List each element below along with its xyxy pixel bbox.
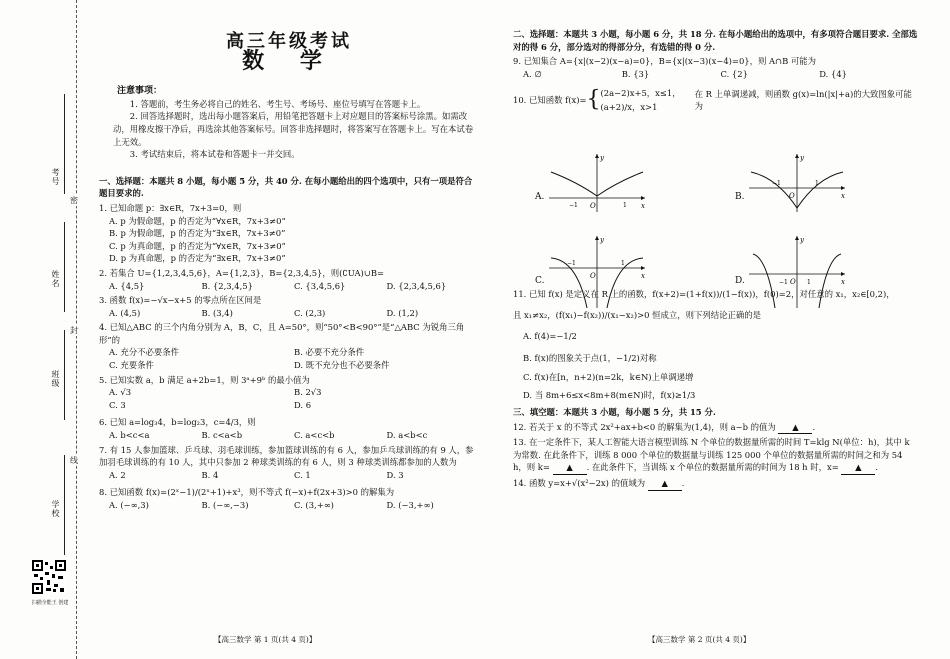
q14-end: . <box>681 477 685 488</box>
q13-stem2: . 在此条件下，当训练 x 个单位的数据量所需的时间为 18 h 时，x= <box>586 462 839 473</box>
label-exam-number: 考号 <box>51 168 60 186</box>
svg-text:−1: −1 <box>779 279 788 286</box>
svg-text:1: 1 <box>623 202 627 209</box>
seal-char-xian: 线 <box>70 456 78 465</box>
q13-answer-blank-k[interactable]: ▲ <box>553 461 587 475</box>
svg-text:1: 1 <box>807 279 811 286</box>
graph-label-a: A. <box>535 192 545 202</box>
q14-answer-blank[interactable]: ▲ <box>648 477 682 491</box>
q10-stem-b: 在 R 上单调递减，则函数 g(x)=ln(|x|+a)的大致图象可能为 <box>694 88 912 112</box>
q9-option-c: C. {2} <box>720 68 748 79</box>
q5-option-b: B. 2√3 <box>294 387 322 398</box>
q3-option-b: B. (3,4) <box>201 307 233 318</box>
note-1: 1. 答题前，考生务必将自己的姓名、考生号、考场号、座位号填写在答题卡上。 <box>129 98 426 109</box>
graph-a <box>547 152 647 214</box>
label-name: 姓名 <box>51 270 60 288</box>
q13-answer-blank-x[interactable]: ▲ <box>841 461 875 475</box>
section1-heading: 一、选择题：本题共 8 小题，每小题 5 分，共 40 分. 在每小题给出的四个选项中，只有一项是符合题目要求的. <box>99 175 473 199</box>
q12-answer-blank[interactable]: ▲ <box>778 421 812 435</box>
svg-text:y: y <box>600 154 604 162</box>
seal-char-mi: 密 <box>70 196 78 205</box>
q4-option-d: D. 既不充分也不必要条件 <box>294 360 390 371</box>
svg-text:1: 1 <box>621 260 625 267</box>
note-3: 3. 考试结束后，将本试卷和答题卡一并交回。 <box>129 149 300 160</box>
svg-text:x: x <box>641 202 645 210</box>
q4-options-row2 <box>99 359 479 372</box>
q8-option-d: D. (−3,+∞) <box>386 500 434 510</box>
q10-brace: { <box>586 87 601 113</box>
q2-option-a: A. {4,5} <box>109 280 145 291</box>
q11-stem2: 且 x₁≠x₂，(f(x₁)−f(x₂))/(x₁−x₂)>0 恒成立，则下列结论正确的是 <box>513 309 761 320</box>
q14 <box>513 477 918 491</box>
blank-line-class <box>64 330 65 420</box>
q9-options <box>513 68 918 81</box>
q3-option-d: D. (1,2) <box>386 307 419 318</box>
svg-text:y: y <box>600 236 604 244</box>
q6-option-c: C. a<c<b <box>294 430 335 441</box>
q5-option-d: D. 6 <box>294 399 312 410</box>
q12 <box>513 421 918 435</box>
q7-options <box>99 469 479 482</box>
q6-option-a: A. b<c<a <box>109 430 150 441</box>
q9-stem: 9. 已知集合 A={x|(x−2)(x−a)=0}，B={x|(x−3)(x−4)=0}，则 A∩B 可能为 <box>513 56 817 67</box>
q5-options-row1 <box>99 386 479 399</box>
q4-option-c: C. 充要条件 <box>109 360 154 371</box>
svg-text:y: y <box>800 236 804 244</box>
svg-text:−1: −1 <box>567 260 576 267</box>
q7-option-b: B. 4 <box>201 469 219 480</box>
graph-b <box>747 152 847 214</box>
q9-option-d: D. {4} <box>819 68 847 79</box>
q13 <box>513 436 918 475</box>
subject-title: 数 学 <box>242 47 336 74</box>
q8-options <box>99 499 479 512</box>
note-2: 2. 回答选择题时，选出每小题答案后，用铅笔把答题卡上对应题目的答案标号涂黑。如需改动，用橡皮擦干净后，再选涂其他答案标号。回答非选择题时，将答案写在答题卡上。写在本试卷上无效。 <box>113 111 474 147</box>
section3-heading: 三、填空题：本题共 3 小题，每小题 5 分，共 15 分. <box>513 406 716 417</box>
q8-option-a: A. (−∞,3) <box>109 500 149 510</box>
footer-page-1: 【高三数学 第 1 页(共 4 页)】 <box>214 635 317 644</box>
q5-option-a: A. √3 <box>109 387 132 398</box>
q6-option-b: B. c<a<b <box>201 430 243 441</box>
svg-text:y: y <box>800 154 804 162</box>
qr-caption: 扫描全能王 创建 <box>31 600 69 606</box>
q3-options <box>99 307 479 320</box>
q8-option-b: B. (−∞,−3) <box>201 500 249 510</box>
q8-option-c: C. (3,+∞) <box>294 500 334 510</box>
svg-text:1: 1 <box>815 180 819 187</box>
blank-line-exam-number <box>64 94 65 194</box>
label-school: 学校 <box>51 500 60 518</box>
q4-stem: 4. 已知△ABC 的三个内角分别为 A，B，C，且 A=50°，则“50°<B<90°”是“△ABC 为锐角三角形”的 <box>99 322 465 345</box>
q11-option-a: A. f(4)=−1/2 <box>523 330 577 341</box>
q12-stem: 12. 若关于 x 的不等式 2x²+ax+b<0 的解集为(1,4)，则 a−b 的值为 <box>513 421 776 432</box>
left-column <box>99 28 479 512</box>
q2-stem: 2. 若集合 U={1,2,3,4,5,6}，A={1,2,3}，B={2,3,4,5}，则(∁UA)∪B= <box>99 267 385 278</box>
seal-char-feng: 封 <box>70 326 78 335</box>
blank-line-name <box>64 222 65 312</box>
q1-option-b: B. p 为假命题，p 的否定为“∃x∈R，7x+3≠0” <box>109 228 286 239</box>
q9-option-b: B. {3} <box>621 68 650 79</box>
q7-option-c: C. 1 <box>294 469 311 480</box>
q9-option-a: A. ∅ <box>523 68 542 79</box>
q2-options <box>99 280 479 293</box>
q11-option-c: C. f(x)在[n，n+2)(n=2k，k∈N)上单调递增 <box>523 371 694 382</box>
graph-label-d: D. <box>735 276 745 286</box>
q5-options-row2 <box>99 399 479 412</box>
q10-graphs <box>533 148 913 318</box>
qr-code-icon <box>32 560 66 594</box>
q6-option-d: D. a<b<c <box>386 430 428 441</box>
q6-options <box>99 429 479 442</box>
q11-option-d: D. 当 8m+6≤x<8m+8(m∈N)时，f(x)≥1/3 <box>523 390 696 401</box>
footer-page-2: 【高三数学 第 2 页(共 4 页)】 <box>648 635 751 644</box>
q10-stem <box>513 86 918 114</box>
q2-option-d: D. {2,3,4,5,6} <box>386 280 447 291</box>
q4-option-a: A. 充分不必要条件 <box>109 347 179 358</box>
graph-label-b: B. <box>735 192 745 202</box>
q1-stem: 1. 已知命题 p：∃x∈R，7x+3=0，则 <box>99 202 242 213</box>
graph-label-c: C. <box>535 276 545 286</box>
q11-stem: 11. 已知 f(x) 是定义在 R 上的函数，f(x+2)=(1+f(x))/(1−f(x))，f(0)=2，对任意的 x₁，x₂∈[0,2)， <box>513 289 895 300</box>
q7-option-a: A. 2 <box>109 469 126 480</box>
label-class: 班级 <box>51 370 60 388</box>
svg-text:x: x <box>641 272 645 280</box>
blank-line-school <box>64 455 65 555</box>
q6-stem: 6. 已知 a=log₃4，b=log₂3，c=4/3，则 <box>99 417 256 428</box>
section2-heading: 二、选择题：本题共 3 小题，每小题 6 分，共 18 分. 在每小题给出的选项中，有多项符合题目要求. 全部选对的得 6 分，部分选对的得部分分，有选错的得 0 分. <box>513 29 918 52</box>
q5-option-c: C. 3 <box>109 399 126 410</box>
svg-text:O: O <box>789 192 795 200</box>
svg-text:O: O <box>790 278 796 286</box>
q14-stem: 14. 函数 y=x+√(x²−2x) 的值域为 <box>513 477 646 488</box>
q4-option-b: B. 必要不充分条件 <box>294 347 365 358</box>
q7-option-d: D. 3 <box>386 469 404 480</box>
svg-text:x: x <box>841 192 845 200</box>
svg-text:O: O <box>590 272 596 280</box>
svg-text:−1: −1 <box>772 180 781 187</box>
notes-heading: 注意事项： <box>117 86 163 97</box>
svg-text:O: O <box>590 202 596 210</box>
q13-end: . <box>875 462 879 473</box>
q10-case2: (a+2)/x，x>1 <box>600 102 658 113</box>
q4-options-row1 <box>99 346 479 359</box>
q5-stem: 5. 已知实数 a，b 满足 a+2b=1，则 3ᵃ+9ᵇ 的最小值为 <box>99 374 310 385</box>
q11-option-b: B. f(x)的图象关于点(1，−1/2)对称 <box>523 353 657 364</box>
q13-stem: 13. 在一定条件下，某人工智能大语言模型训练 N 个单位的数据量所需的时间 T=klg N(单位：h)，其中 k 为常数. 在此条件下，训练 8 000 个单位的数据量与训练 125 000 个单位的数据量所需的时间之和为 54 h，则 k= <box>513 437 910 473</box>
exam-title: 高三年级考试 <box>226 31 352 52</box>
q2-option-b: B. {2,3,4,5} <box>201 280 253 291</box>
q3-option-a: A. (4,5) <box>109 307 141 318</box>
q10-case1: (2a−2)x+5，x≤1， <box>600 88 681 99</box>
graph-c <box>547 234 647 310</box>
q3-stem: 3. 函数 f(x)=−√x−x+5 的零点所在区间是 <box>99 295 262 306</box>
graph-d <box>747 234 847 310</box>
svg-text:−1: −1 <box>569 202 578 209</box>
q1-option-c: C. p 为真命题，p 的否定为“∀x∈R，7x+3≠0” <box>109 240 286 251</box>
q7-stem: 7. 有 15 人参加篮球、乒乓球、羽毛球训练，参加篮球训练的有 6 人，参加乒乓球训练的有 9 人，参加羽毛球训练的有 10 人，其中只参加 2 种球类训练的有 6 人，则 3 种球类训练都参加的人数为 <box>99 444 474 468</box>
q3-option-c: C. (2,3) <box>294 307 326 318</box>
svg-text:x: x <box>841 278 845 286</box>
q12-end: . <box>812 421 816 432</box>
q2-option-c: C. {3,4,5,6} <box>294 280 346 291</box>
q8-stem: 8. 已知函数 f(x)=(2ˣ−1)/(2ˣ+1)+x³，则不等式 f(−x)+f(2x+3)>0 的解集为 <box>99 487 395 498</box>
q1-option-a: A. p 为假命题，p 的否定为“∀x∈R，7x+3≠0” <box>109 215 286 226</box>
q1-option-d: D. p 为真命题，p 的否定为“∃x∈R，7x+3≠0” <box>109 253 286 264</box>
q10-stem-a: 10. 已知函数 f(x)= <box>513 95 587 106</box>
